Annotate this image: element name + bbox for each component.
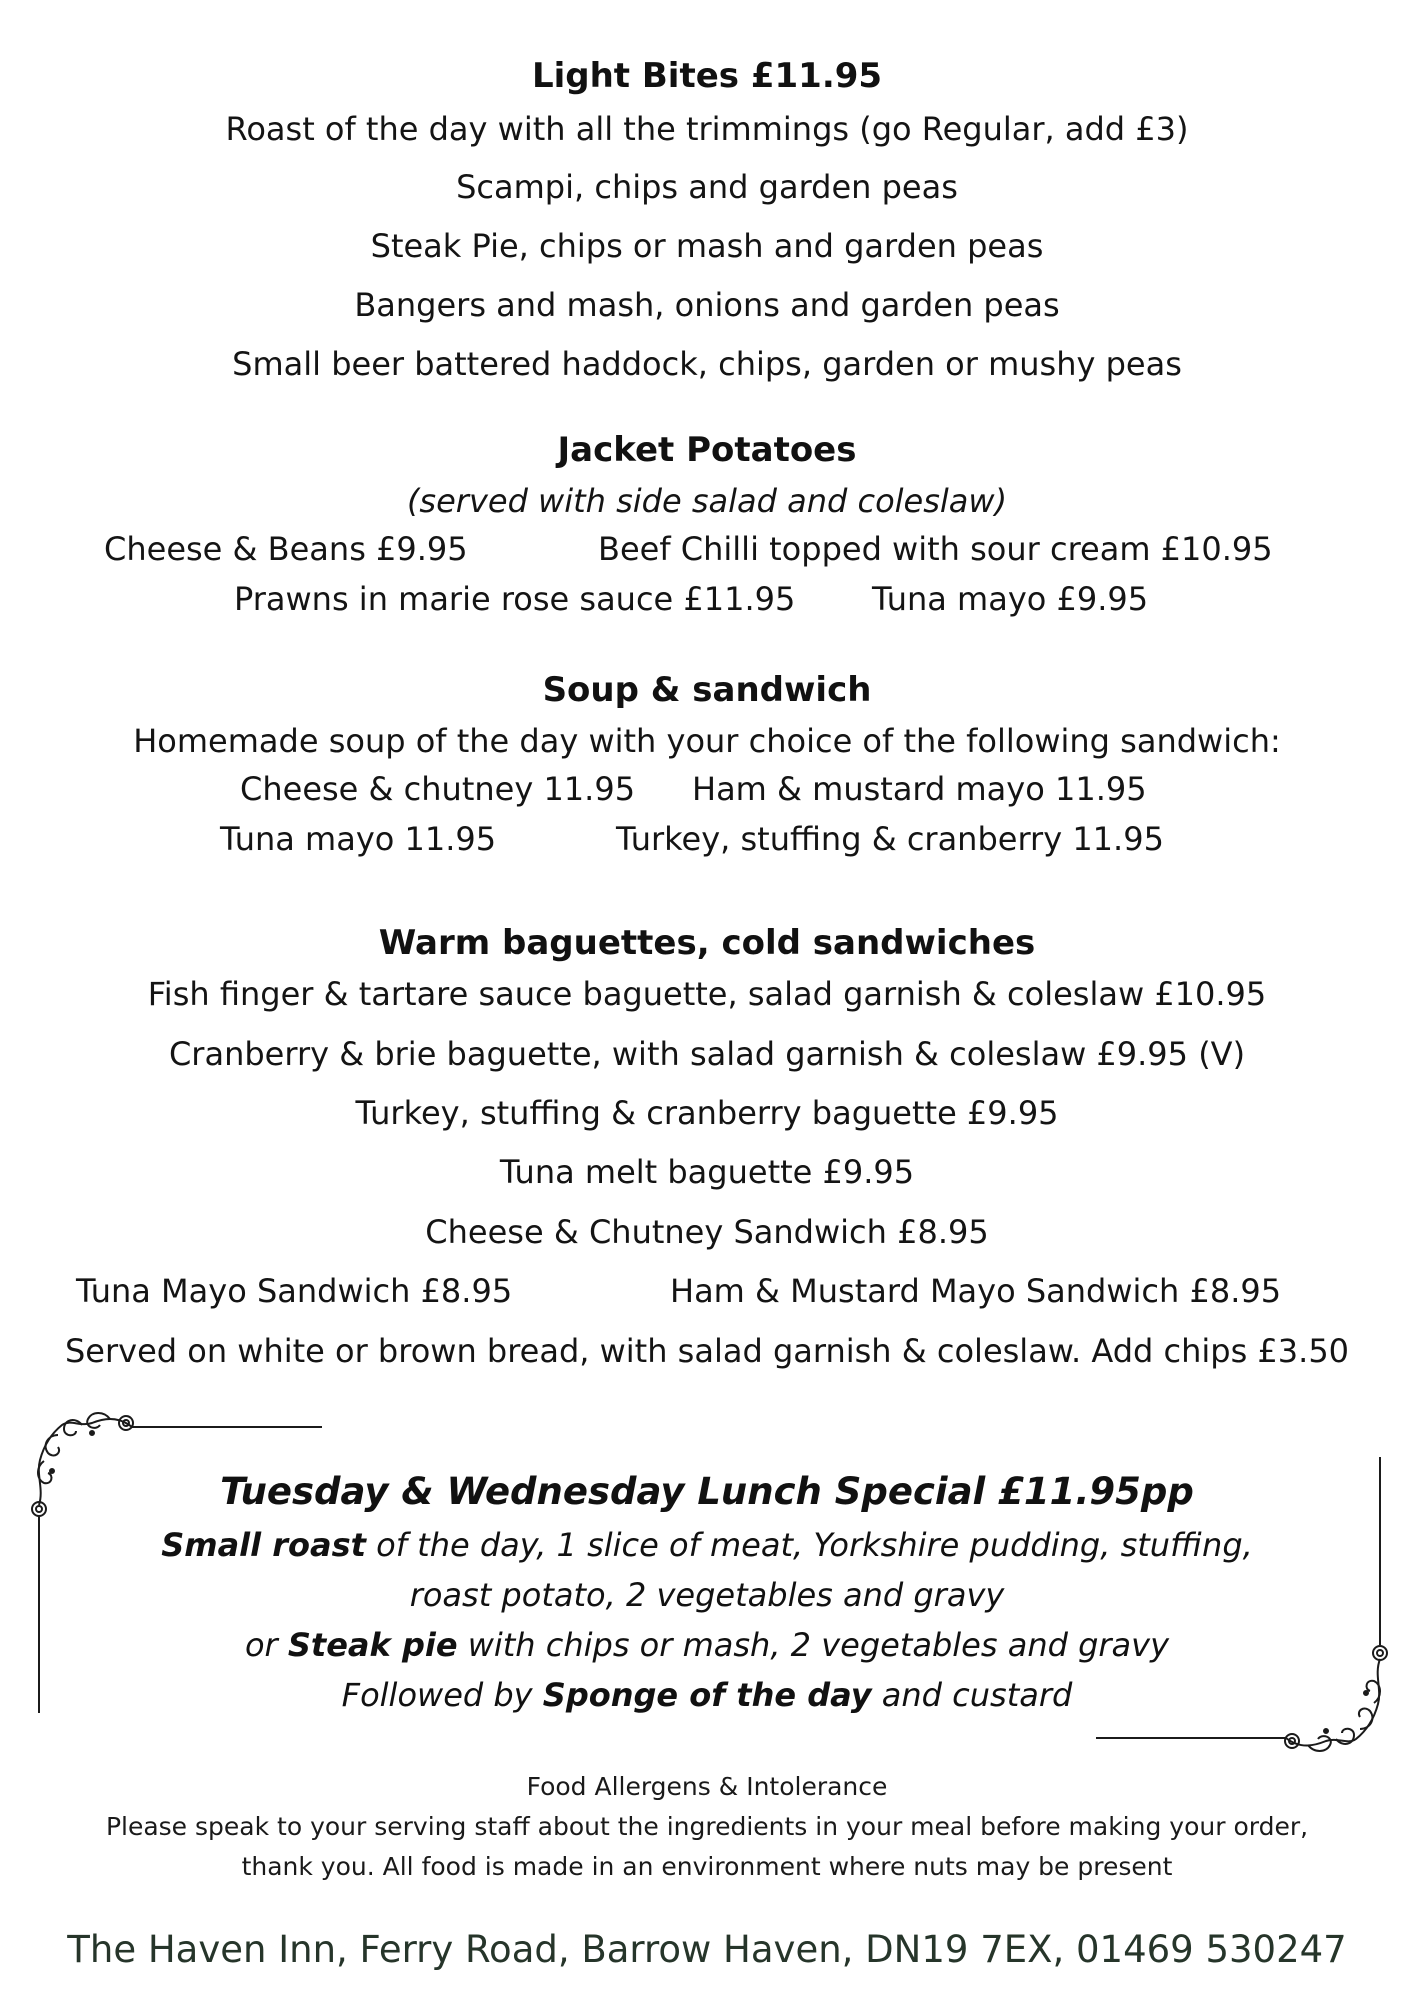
baguettes-heading: Warm baguettes, cold sandwiches bbox=[378, 923, 1036, 963]
baguettes-note: Served on white or brown bread, with salad garnish & coleslaw. Add chips £3.50 bbox=[64, 1332, 1350, 1370]
allergens-text: thank you. All food is made in an environment where nuts may be present bbox=[241, 1852, 1173, 1881]
jacket-potatoes-heading: Jacket Potatoes bbox=[557, 430, 857, 470]
allergens-text: Please speak to your serving staff about the ingredients in your meal before making your order, bbox=[105, 1812, 1309, 1841]
soup-sandwich-item: Tuna mayo 11.95 bbox=[220, 820, 497, 858]
light-bites-heading: Light Bites £11.95 bbox=[531, 56, 883, 96]
baguette-item: Fish finger & tartare sauce baguette, salad garnish & coleslaw £10.95 bbox=[147, 975, 1267, 1013]
lunch-special-text: or bbox=[244, 1626, 288, 1664]
lunch-special-line bbox=[0, 1676, 1414, 1714]
baguette-item: Ham & Mustard Mayo Sandwich £8.95 bbox=[670, 1272, 1282, 1310]
baguette-item: Cheese & Chutney Sandwich £8.95 bbox=[425, 1213, 989, 1251]
light-bites-item: Bangers and mash, onions and garden peas bbox=[354, 286, 1060, 324]
light-bites-item: Roast of the day with all the trimmings (go Regular, add £3) bbox=[225, 110, 1189, 148]
allergens-heading: Food Allergens & Intolerance bbox=[526, 1772, 888, 1801]
soup-sandwich-item: Turkey, stuffing & cranberry 11.95 bbox=[616, 820, 1164, 858]
light-bites-item: Small beer battered haddock, chips, garden or mushy peas bbox=[232, 345, 1182, 383]
lunch-special-line bbox=[0, 1526, 1414, 1564]
lunch-special-text: Followed by bbox=[341, 1676, 543, 1714]
soup-sandwich-item: Cheese & chutney 11.95 bbox=[240, 770, 636, 808]
lunch-special-text: and custard bbox=[871, 1676, 1073, 1714]
footer-address: The Haven Inn, Ferry Road, Barrow Haven, DN19 7EX, 01469 530247 bbox=[67, 1928, 1347, 1971]
baguette-item: Tuna melt baguette £9.95 bbox=[499, 1153, 915, 1191]
lunch-special-text: with chips or mash, 2 vegetables and gravy bbox=[457, 1626, 1170, 1664]
lunch-special-line: roast potato, 2 vegetables and gravy bbox=[409, 1576, 1005, 1614]
soup-sandwich-item: Ham & mustard mayo 11.95 bbox=[692, 770, 1147, 808]
lunch-special-line bbox=[0, 1626, 1414, 1664]
light-bites-item: Steak Pie, chips or mash and garden peas bbox=[370, 227, 1044, 265]
lunch-special-text: of the day, 1 slice of meat, Yorkshire pudding, stuffing, bbox=[365, 1526, 1253, 1564]
jacket-potato-item: Prawns in marie rose sauce £11.95 bbox=[234, 580, 796, 618]
jacket-potato-item: Beef Chilli topped with sour cream £10.95 bbox=[598, 530, 1273, 568]
baguette-item: Turkey, stuffing & cranberry baguette £9.95 bbox=[355, 1094, 1059, 1132]
lunch-special-heading: Tuesday & Wednesday Lunch Special £11.95pp bbox=[220, 1470, 1194, 1513]
baguette-item: Tuna Mayo Sandwich £8.95 bbox=[76, 1272, 513, 1310]
jacket-potatoes-subheading: (served with side salad and coleslaw) bbox=[406, 482, 1008, 520]
light-bites-item: Scampi, chips and garden peas bbox=[456, 168, 958, 206]
lunch-special-bold: Sponge of the day bbox=[542, 1676, 872, 1714]
jacket-potato-item: Cheese & Beans £9.95 bbox=[104, 530, 468, 568]
baguette-item: Cranberry & brie baguette, with salad garnish & coleslaw £9.95 (V) bbox=[168, 1035, 1246, 1073]
soup-sandwich-heading: Soup & sandwich bbox=[542, 670, 872, 710]
lunch-special-bold: Steak pie bbox=[287, 1626, 458, 1664]
soup-sandwich-intro: Homemade soup of the day with your choice of the following sandwich: bbox=[133, 722, 1281, 760]
jacket-potato-item: Tuna mayo £9.95 bbox=[872, 580, 1149, 618]
lunch-special-bold: Small roast bbox=[161, 1526, 366, 1564]
